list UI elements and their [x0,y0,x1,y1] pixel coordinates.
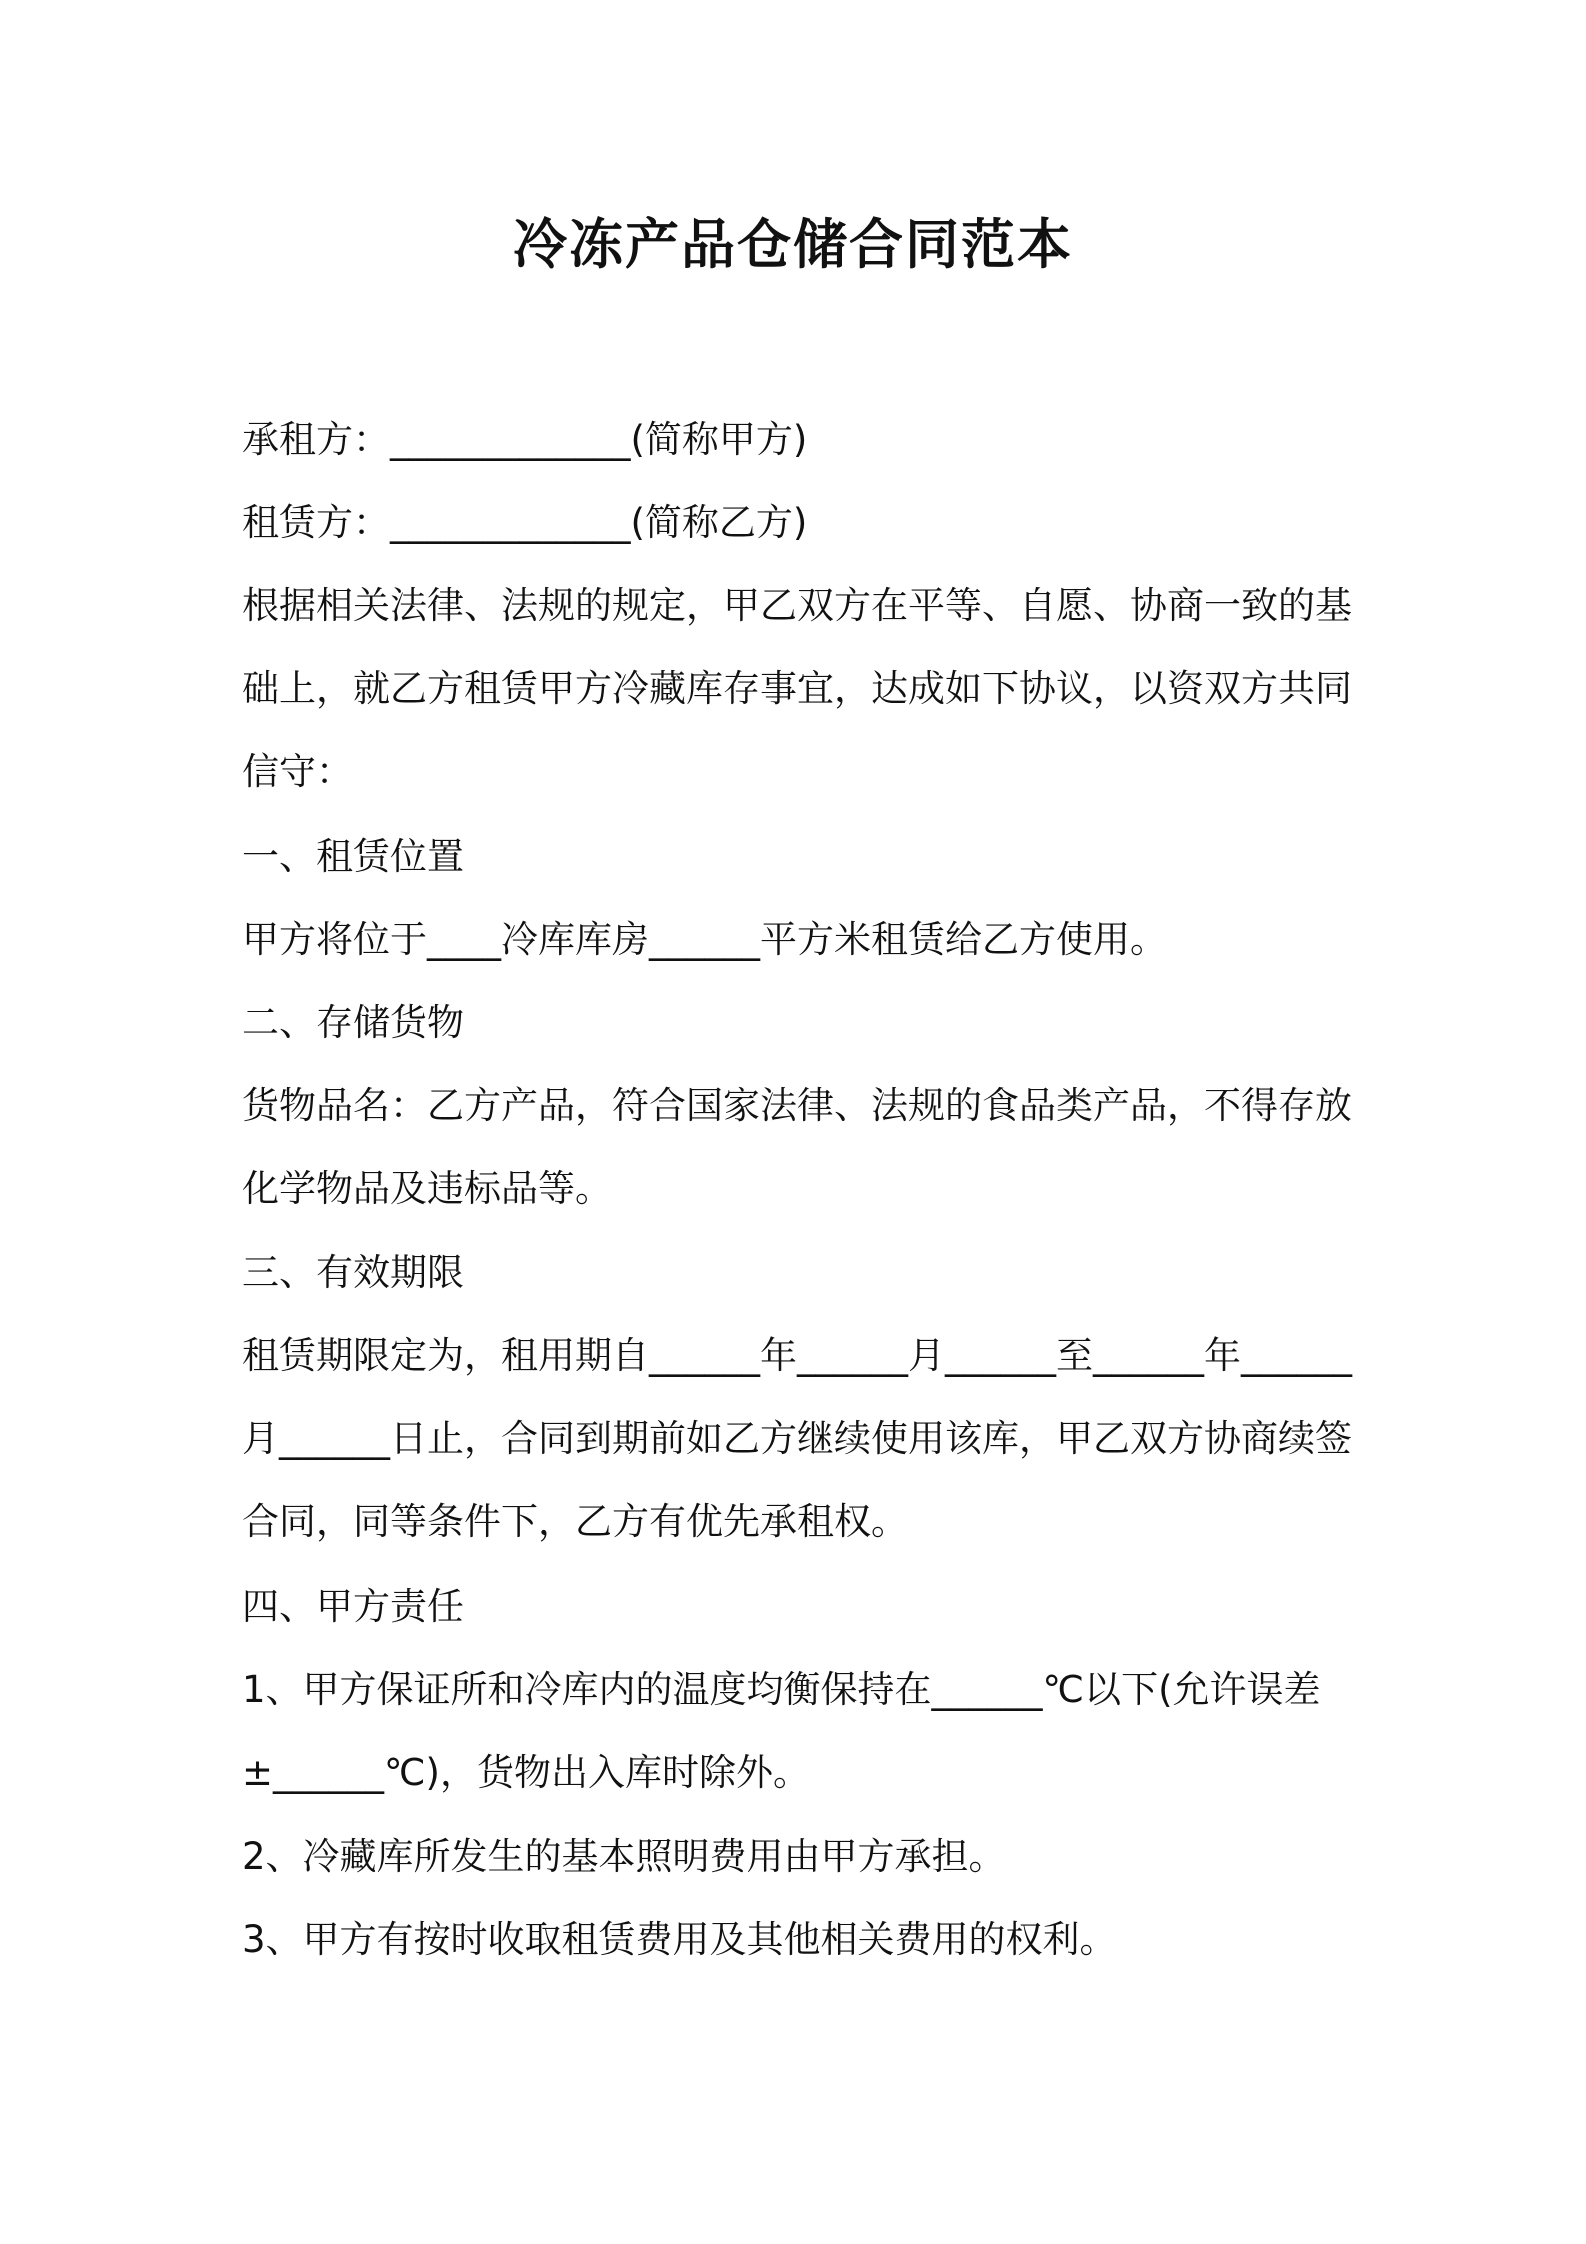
list-item: 1、甲方保证所和冷库内的温度均衡保持在______℃以下(允许误差±______℃)，货物出入库时除外。 [242,1668,1321,1794]
section-paragraph: 租赁期限定为，租用期自______年______月______至______年______月______日止，合同到期前如乙方继续使用该库，甲乙双方协商续签合同，同等条件下，乙方有优先承租权。 [242,1334,1352,1543]
section-heading: 二、存储货物 [242,1001,464,1044]
lessee-line: 承租方：_____________(简称甲方) [242,418,808,461]
section-heading: 四、甲方责任 [242,1585,464,1628]
section-paragraph: 货物品名：乙方产品，符合国家法律、法规的食品类产品，不得存放化学物品及违标品等。 [242,1084,1352,1210]
document-title: 冷冻产品仓储合同范本 [513,213,1073,276]
section-heading: 一、租赁位置 [242,835,464,878]
list-item: 3、甲方有按时收取租赁费用及其他相关费用的权利。 [242,1918,1117,1961]
section-paragraph: 甲方将位于____冷库库房______平方米租赁给乙方使用。 [242,918,1167,961]
lessor-line: 租赁方：_____________(简称乙方) [242,501,808,544]
preamble-paragraph: 根据相关法律、法规的规定，甲乙双方在平等、自愿、协商一致的基础上，就乙方租赁甲方冷藏库存事宜，达成如下协议，以资双方共同信守： [242,584,1352,793]
list-item: 2、冷藏库所发生的基本照明费用由甲方承担。 [242,1835,1006,1878]
section-heading: 三、有效期限 [242,1251,464,1294]
